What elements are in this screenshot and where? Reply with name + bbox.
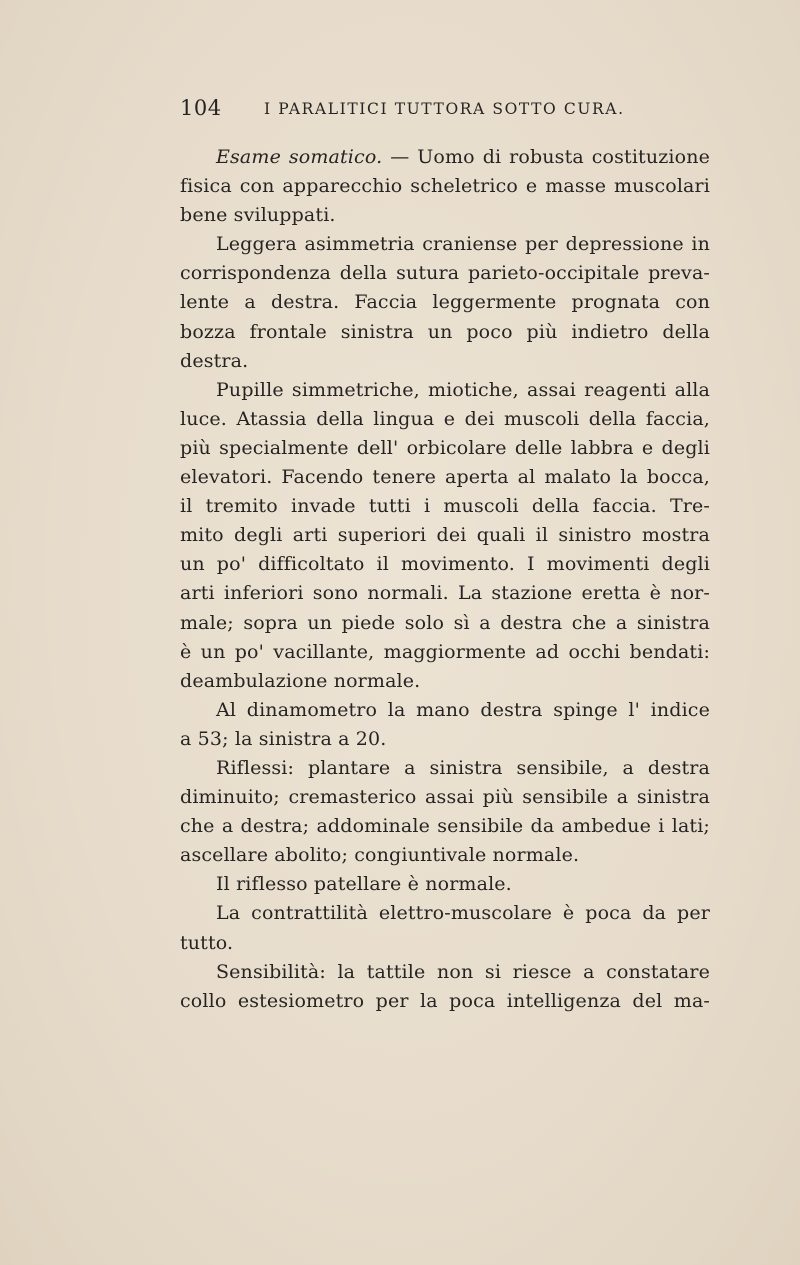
text-line: è un po' vacillante, maggiormente ad occhi bendati: bbox=[180, 640, 710, 663]
text-line: male; sopra un piede solo sì a destra che a sinistra bbox=[180, 611, 710, 634]
page-number: 104 bbox=[180, 96, 222, 120]
text-line: più specialmente dell' orbicolare delle labbra e degli bbox=[180, 436, 710, 459]
text-line: collo estesiometro per la poca intelligenza del ma- bbox=[180, 989, 710, 1012]
text-line: il tremito invade tutti i muscoli della faccia. Tre- bbox=[180, 495, 710, 518]
text-line: Al dinamometro la mano destra spinge l' indice bbox=[216, 698, 710, 721]
running-title: I PARALITICI TUTTORA SOTTO CURA. bbox=[264, 100, 625, 118]
text-line: Pupille simmetriche, miotiche, assai reagenti alla bbox=[216, 378, 710, 401]
text-line: un po' difficoltato il movimento. I movimenti degli bbox=[180, 553, 710, 576]
text-line: Leggera asimmetria craniense per depressione in bbox=[216, 233, 710, 256]
text-line: corrispondenza della sutura parieto-occipitale preva- bbox=[180, 262, 710, 285]
text-line: Sensibilità: la tattile non si riesce a constatare bbox=[216, 960, 710, 983]
text-line: tutto. bbox=[180, 931, 234, 954]
running-head bbox=[180, 96, 710, 126]
section-heading: Esame somatico. bbox=[216, 146, 383, 168]
text-line: a 53; la sinistra a 20. bbox=[180, 727, 387, 750]
text-line: La contrattilità elettro-muscolare è poca da per bbox=[216, 902, 710, 925]
text-line: Il riflesso patellare è normale. bbox=[216, 873, 512, 896]
text-line: bene sviluppati. bbox=[180, 204, 336, 227]
text-line: Riflessi: plantare a sinistra sensibile, a destra bbox=[216, 756, 710, 779]
text-line: luce. Atassia della lingua e dei muscoli della faccia, bbox=[180, 407, 710, 430]
text-line: arti inferiori sono normali. La stazione eretta è nor- bbox=[180, 582, 710, 605]
text-line: che a destra; addominale sensibile da ambedue i lati; bbox=[180, 815, 710, 838]
text-line: destra. bbox=[180, 349, 249, 372]
text-line: fisica con apparecchio scheletrico e masse muscolari bbox=[180, 175, 710, 198]
text-line: ascellare abolito; congiuntivale normale. bbox=[180, 844, 580, 867]
text-line: mito degli arti superiori dei quali il sinistro mostra bbox=[180, 524, 710, 547]
text-line: bozza frontale sinistra un poco più indietro della bbox=[180, 320, 710, 343]
text-line: elevatori. Facendo tenere aperta al malato la bocca, bbox=[180, 466, 710, 489]
text-line: lente a destra. Faccia leggermente prognata con bbox=[180, 291, 710, 314]
text-line: deambulazione normale. bbox=[180, 669, 421, 692]
text-line: diminuito; cremasterico assai più sensibile a sinistra bbox=[180, 786, 710, 809]
body-text bbox=[180, 143, 710, 1016]
text-line: Esame somatico. — Uomo di robusta costituzione bbox=[216, 146, 710, 168]
